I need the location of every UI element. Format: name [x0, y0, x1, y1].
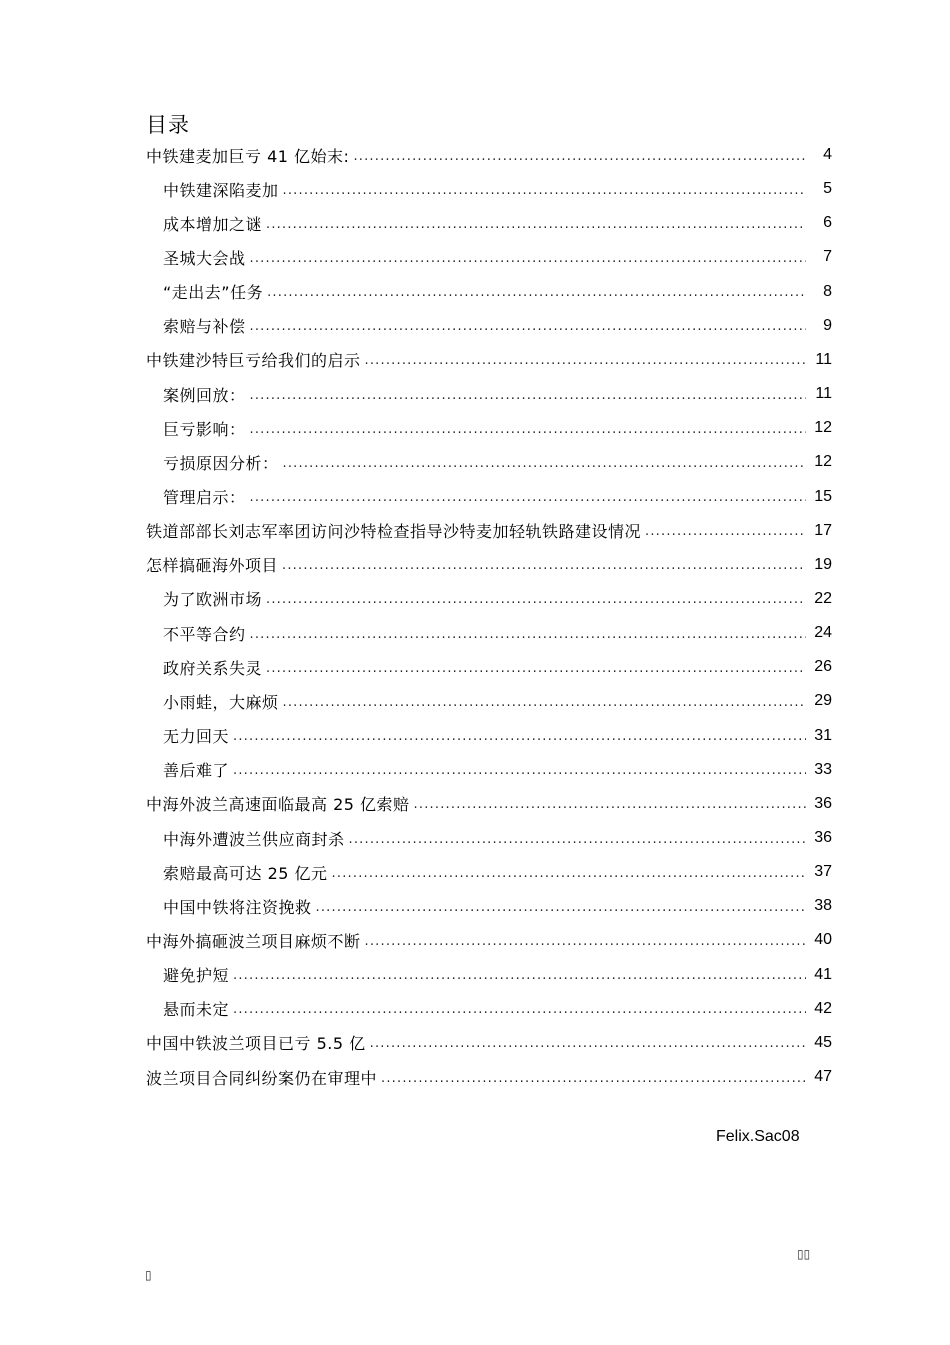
toc-entry[interactable]: [163, 719, 832, 753]
toc-entry-label: 索赔与补偿: [163, 317, 246, 337]
toc-entry-page: 47: [814, 1068, 832, 1086]
toc-entry[interactable]: [163, 821, 832, 855]
toc-dot-leader: [250, 625, 806, 642]
toc-entry-label: 中海外搞砸波兰项目麻烦不断: [146, 931, 361, 951]
toc-entry[interactable]: [163, 616, 832, 650]
toc-entry-label: 案例回放：: [163, 385, 246, 405]
toc-entry[interactable]: [163, 480, 832, 514]
toc-entry-label: 小雨蛙，大麻烦: [163, 692, 279, 712]
toc-dot-leader: [283, 181, 806, 198]
toc-entry-label: 亏损原因分析：: [163, 453, 279, 473]
toc-entry[interactable]: [163, 855, 832, 889]
toc-dot-leader: [233, 966, 806, 983]
toc-entry-label: 无力回天: [163, 727, 230, 747]
toc-entry-page: 38: [814, 897, 832, 915]
toc-entry-label: 善后难了: [163, 761, 230, 781]
toc-dot-leader: [266, 590, 806, 607]
toc-dot-leader: [233, 727, 806, 744]
toc-entry[interactable]: [163, 206, 832, 240]
toc-entry-page: 36: [814, 794, 832, 812]
toc-entry-page: 36: [814, 829, 832, 846]
toc-title: 目录: [146, 113, 190, 137]
toc-entry-label: 怎样搞砸海外项目: [146, 556, 279, 576]
toc-entry-page: 8: [823, 282, 832, 300]
toc-entry[interactable]: [163, 377, 832, 411]
toc-entry-page: 33: [814, 760, 832, 778]
toc-entry[interactable]: [163, 958, 832, 992]
toc-entry-page: 41: [814, 965, 832, 983]
toc-entry-label: 中铁建沙特巨亏给我们的启示: [146, 351, 361, 371]
toc-entry[interactable]: [146, 1060, 832, 1094]
toc-dot-leader: [283, 693, 806, 710]
toc-entry-label: 悬而未定: [163, 1000, 230, 1020]
toc-dot-leader: [414, 795, 806, 812]
toc-dot-leader: [283, 454, 806, 471]
toc-entry-page: 11: [815, 385, 832, 403]
toc-entry[interactable]: [163, 684, 832, 718]
toc-entry[interactable]: [146, 923, 832, 957]
toc-entry-page: 6: [823, 214, 832, 232]
toc-entry-page: 19: [814, 555, 832, 573]
toc-dot-leader: [365, 351, 806, 368]
toc-entry-label: 中铁建深陷麦加: [163, 180, 279, 200]
toc-entry[interactable]: [163, 582, 832, 616]
toc-entry-label: 为了欧洲市场: [163, 590, 263, 610]
toc-dot-leader: [645, 522, 806, 539]
toc-dot-leader: [233, 1000, 806, 1017]
toc-entry-page: 31: [814, 726, 832, 744]
toc-entry-label: 铁道部部长刘志军率团访问沙特检查指导沙特麦加轻轨铁路建设情况: [146, 522, 642, 542]
toc-entry[interactable]: [146, 1026, 832, 1060]
toc-entry-page: 29: [814, 692, 832, 710]
toc-entry-label: 中铁建麦加巨亏 41 亿始末:: [146, 146, 350, 166]
toc-entry-page: 22: [814, 589, 832, 607]
toc-dot-leader: [370, 1034, 806, 1051]
toc-dot-leader: [250, 420, 806, 437]
toc-entry[interactable]: [163, 753, 832, 787]
toc-entry[interactable]: [163, 309, 832, 343]
toc-entry-page: 4: [823, 146, 832, 163]
toc-entry[interactable]: [163, 445, 832, 479]
toc-entry[interactable]: [146, 548, 832, 582]
signature: Felix.Sac08: [716, 1128, 800, 1145]
toc-dot-leader: [282, 556, 806, 573]
toc-entry-page: 12: [814, 453, 832, 471]
toc-dot-leader: [316, 898, 806, 915]
toc-dot-leader: [267, 283, 806, 300]
toc-entry-label: 不平等合约: [163, 624, 246, 644]
toc-entry[interactable]: [163, 889, 832, 923]
toc-entry-page: 37: [814, 863, 832, 881]
toc-entry[interactable]: [163, 275, 832, 309]
toc-entry[interactable]: [163, 650, 832, 684]
toc-entry-page: 12: [814, 419, 832, 437]
toc-entry[interactable]: [163, 172, 832, 206]
footer-mark-left: ▯: [145, 1268, 152, 1282]
toc-entry-page: 42: [814, 999, 832, 1017]
toc-entry-page: 15: [814, 487, 832, 505]
toc-dot-leader: [266, 659, 806, 676]
toc-entry-label: 成本增加之谜: [163, 214, 263, 234]
toc-dot-leader: [381, 1069, 806, 1086]
toc-entry-page: 11: [815, 350, 832, 368]
toc-entry-label: 中海外遭波兰供应商封杀: [163, 829, 345, 849]
toc-entry[interactable]: [146, 343, 832, 377]
toc-dot-leader: [332, 864, 806, 881]
toc-entry[interactable]: [146, 138, 832, 172]
toc-entry[interactable]: [163, 992, 832, 1026]
toc-entry[interactable]: [146, 787, 832, 821]
toc-entry-label: 政府关系失灵: [163, 658, 263, 678]
footer-mark-right: ▯▯: [797, 1247, 811, 1261]
toc-dot-leader: [353, 147, 806, 164]
toc-entry-label: 巨亏影响：: [163, 419, 246, 439]
toc-entry-label: 中海外波兰高速面临最高 25 亿索赔: [146, 795, 410, 815]
toc-dot-leader: [250, 488, 806, 505]
toc-dot-leader: [266, 215, 806, 232]
toc-dot-leader: [250, 249, 806, 266]
toc-entry-page: 7: [823, 248, 832, 266]
toc-entry-label: 管理启示：: [163, 488, 246, 507]
toc-dot-leader: [250, 317, 806, 334]
toc-dot-leader: [250, 386, 806, 403]
toc-dot-leader: [233, 761, 806, 778]
toc-dot-leader: [349, 830, 806, 847]
toc-entry-page: 9: [823, 316, 832, 334]
toc-entry-page: 17: [814, 521, 832, 539]
toc-entry-label: 中国中铁将注资挽救: [163, 897, 312, 917]
toc-entry-page: 45: [814, 1033, 832, 1051]
toc-entry-label: 圣城大会战: [163, 248, 246, 268]
toc-entry-label: 索赔最高可达 25 亿元: [163, 863, 328, 883]
toc-entry-page: 5: [823, 180, 832, 198]
toc-entry-label: 中国中铁波兰项目已亏 5.5 亿: [146, 1034, 366, 1054]
toc-entry-label: “走出去”任务: [163, 283, 264, 303]
toc-dot-leader: [365, 932, 806, 949]
toc-entry-label: 波兰项目合同纠纷案仍在审理中: [146, 1068, 378, 1088]
toc-entry[interactable]: [163, 411, 832, 445]
toc-entry-page: 24: [814, 624, 832, 642]
toc-entry-page: 26: [814, 658, 832, 676]
toc-entry[interactable]: [163, 240, 832, 274]
toc-entry[interactable]: [146, 514, 832, 548]
toc-entry-page: 40: [814, 931, 832, 949]
toc-entry-label: 避免护短: [163, 966, 230, 986]
